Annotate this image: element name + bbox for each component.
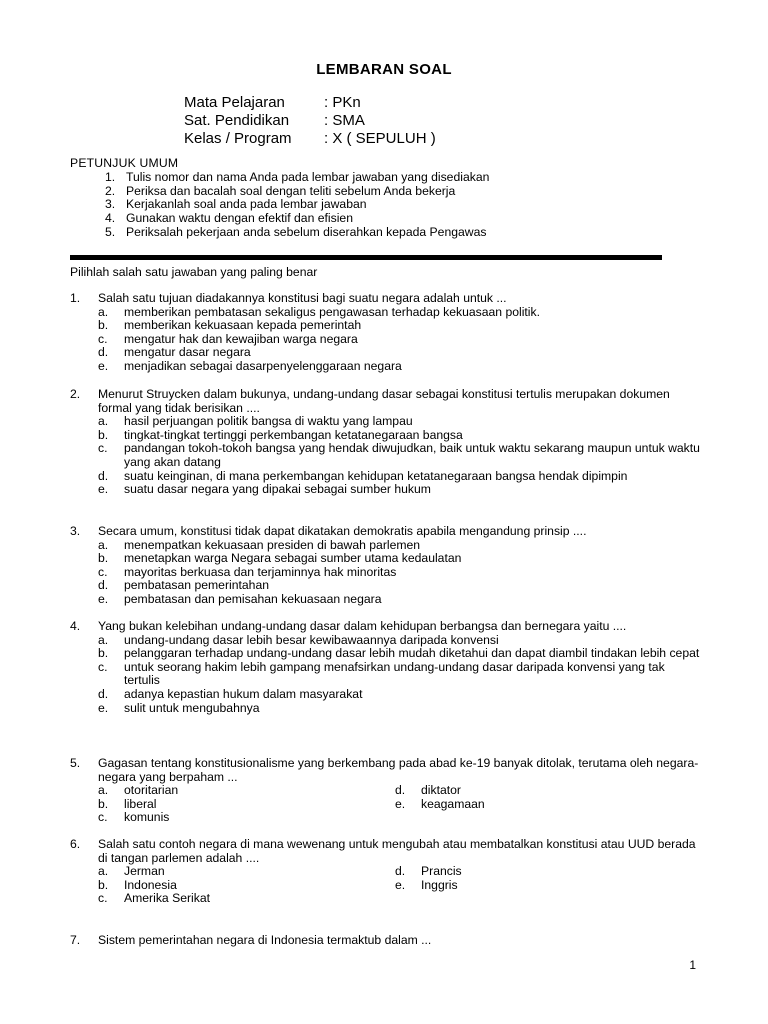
question-text: Salah satu tujuan diadakannya konstitusi bagi suatu negara adalah untuk ... xyxy=(98,291,507,305)
option-letter: c. xyxy=(98,891,108,906)
question-text: Sistem pemerintahan negara di Indonesia termaktub dalam ... xyxy=(98,933,432,947)
option-letter: d. xyxy=(98,686,109,701)
instruction-number: 3. xyxy=(105,197,116,212)
answer-option xyxy=(70,470,700,484)
answer-option xyxy=(70,552,700,566)
answer-option xyxy=(367,784,667,798)
option-text: pembatasan pemerintahan xyxy=(124,578,269,593)
instruction-number: 4. xyxy=(105,211,116,226)
option-letter: a. xyxy=(98,304,109,319)
question-6 xyxy=(70,838,700,906)
instruction-text: Kerjakanlah soal anda pada lembar jawaban xyxy=(126,197,367,212)
instruction-number: 2. xyxy=(105,183,116,198)
question-text: Gagasan tentang konstitusionalisme yang berkembang pada abad ke-19 banyak ditolak, terutama oleh negara-negara yang berpaham ... xyxy=(98,756,699,784)
option-text: tingkat-tingkat tertinggi perkembangan ketatanegaraan bangsa xyxy=(124,427,463,442)
option-letter: c. xyxy=(98,659,108,674)
option-text: adanya kepastian hukum dalam masyarakat xyxy=(124,686,363,701)
answer-option xyxy=(70,579,700,593)
question-stem xyxy=(70,757,700,784)
answer-option xyxy=(70,661,700,688)
answer-option xyxy=(70,688,700,702)
option-text: memberikan pembatasan sekaligus pengawasan terhadap kekuasaan politik. xyxy=(124,304,540,319)
question-1 xyxy=(70,292,700,374)
option-text: otoritarian xyxy=(124,783,179,798)
question-text: Yang bukan kelebihan undang-undang dasar dalam kehidupan berbangsa dan bernegara yaitu .... xyxy=(98,619,627,633)
answer-option xyxy=(70,319,700,333)
instruction-item xyxy=(105,171,489,185)
question-number: 2. xyxy=(70,387,81,401)
question-number: 6. xyxy=(70,837,81,851)
meta-value: : X ( SEPULUH ) xyxy=(324,130,436,147)
page-number: 1 xyxy=(689,958,696,972)
option-letter: e. xyxy=(98,700,109,715)
meta-value: : PKn xyxy=(324,94,361,111)
meta-value: : SMA xyxy=(324,112,365,129)
question-number: 7. xyxy=(70,933,81,947)
option-text: suatu dasar negara yang dipakai sebagai sumber hukum xyxy=(124,482,431,497)
option-letter: c. xyxy=(98,331,108,346)
answer-option xyxy=(70,333,700,347)
question-stem xyxy=(70,838,700,865)
option-text: liberal xyxy=(124,796,157,811)
meta-label: Mata Pelajaran xyxy=(184,94,285,111)
instructions-list xyxy=(105,171,489,240)
instruction-number: 1. xyxy=(105,169,116,184)
option-letter: b. xyxy=(98,646,109,661)
option-letter: d. xyxy=(98,345,109,360)
document-title: LEMBARAN SOAL xyxy=(316,61,452,78)
answer-option xyxy=(70,483,700,497)
answer-option xyxy=(70,593,700,607)
instruction-item xyxy=(105,212,489,226)
question-5 xyxy=(70,757,700,825)
option-letter: b. xyxy=(98,551,109,566)
option-text: menempatkan kekuasaan presiden di bawah parlemen xyxy=(124,537,421,552)
option-text: sulit untuk mengubahnya xyxy=(124,700,260,715)
option-text: memberikan kekuasaan kepada pemerintah xyxy=(124,318,362,333)
answer-options-grid xyxy=(70,865,700,906)
answer-option xyxy=(70,429,700,443)
question-7 xyxy=(70,934,700,948)
answer-option xyxy=(367,879,667,893)
option-text: Jerman xyxy=(124,864,165,879)
instruction-item xyxy=(105,198,489,212)
option-text: untuk seorang hakim lebih gampang menafsirkan undang-undang dasar daripada konvensi yang tak tertulis xyxy=(124,659,665,688)
option-text: menjadikan sebagai dasarpenyelenggaraan negara xyxy=(124,358,402,373)
answer-option xyxy=(70,415,700,429)
question-number: 1. xyxy=(70,291,81,305)
answer-option xyxy=(70,360,700,374)
option-text: suatu keinginan, di mana perkembangan kehidupan ketatanegaraan bangsa hendak dipimpin xyxy=(124,468,628,483)
answer-option xyxy=(70,784,367,798)
answer-option xyxy=(70,566,700,580)
answer-options-grid xyxy=(70,784,700,825)
option-letter: a. xyxy=(98,783,109,798)
option-text: undang-undang dasar lebih besar kewibawaannya daripada konvensi xyxy=(124,632,499,647)
general-instructions xyxy=(70,157,489,240)
answer-option xyxy=(70,634,700,648)
option-letter: b. xyxy=(98,318,109,333)
meta-label: Kelas / Program xyxy=(184,130,292,147)
option-letter: c. xyxy=(98,441,108,456)
answer-option xyxy=(70,702,700,716)
instruction-number: 5. xyxy=(105,224,116,239)
option-letter: b. xyxy=(98,796,109,811)
answer-option xyxy=(70,346,700,360)
question-2 xyxy=(70,388,700,497)
option-text: mengatur hak dan kewajiban warga negara xyxy=(124,331,358,346)
option-letter: d. xyxy=(98,578,109,593)
question-number: 4. xyxy=(70,619,81,633)
option-letter: e. xyxy=(98,358,109,373)
option-text: menetapkan warga Negara sebagai sumber utama kedaulatan xyxy=(124,551,462,566)
option-text: pandangan tokoh-tokoh bangsa yang hendak diwujudkan, baik untuk waktu sekarang maupun untuk waktu yang akan datang xyxy=(124,441,700,469)
instruction-item xyxy=(105,185,489,199)
subject-info xyxy=(184,94,436,148)
answer-option xyxy=(70,539,700,553)
question-text: Secara umum, konstitusi tidak dapat dikatakan demokratis apabila mengandung prinsip .... xyxy=(98,524,587,538)
answer-option xyxy=(70,892,367,906)
question-text: Menurut Struycken dalam bukunya, undang-undang dasar sebagai konstitusi tertulis merupakan dokumen formal yang tidak berisikan .... xyxy=(98,387,670,415)
option-letter: e. xyxy=(395,796,406,811)
option-letter: c. xyxy=(98,564,108,579)
answer-option xyxy=(70,865,367,879)
option-letter: e. xyxy=(395,877,406,892)
option-letter: a. xyxy=(98,414,109,429)
option-text: komunis xyxy=(124,810,170,825)
instruction-text: Periksalah pekerjaan anda sebelum diserahkan kepada Pengawas xyxy=(126,224,487,239)
instruction-text: Tulis nomor dan nama Anda pada lembar jawaban yang disediakan xyxy=(126,169,490,184)
answer-option xyxy=(70,811,367,825)
question-stem xyxy=(70,620,700,634)
question-stem xyxy=(70,292,700,306)
question-4 xyxy=(70,620,700,715)
option-letter: a. xyxy=(98,632,109,647)
option-text: Inggris xyxy=(421,877,458,892)
option-text: hasil perjuangan politik bangsa di waktu yang lampau xyxy=(124,414,413,429)
answer-option xyxy=(70,798,367,812)
answer-option xyxy=(70,442,700,469)
question-number: 5. xyxy=(70,756,81,770)
section-divider xyxy=(70,255,662,260)
question-number: 3. xyxy=(70,524,81,538)
meta-row-class xyxy=(184,130,436,148)
answer-option xyxy=(70,647,700,661)
question-stem xyxy=(70,934,700,948)
option-text: Indonesia xyxy=(124,877,177,892)
question-stem xyxy=(70,388,700,415)
instruction-item xyxy=(105,226,489,240)
option-letter: e. xyxy=(98,591,109,606)
answer-option xyxy=(70,306,700,320)
option-letter: b. xyxy=(98,877,109,892)
option-letter: a. xyxy=(98,864,109,879)
option-letter: d. xyxy=(98,468,109,483)
option-letter: a. xyxy=(98,537,109,552)
answer-option xyxy=(367,865,667,879)
question-text: Salah satu contoh negara di mana wewenang untuk mengubah atau membatalkan konstitusi atau UUD berada di tangan parlemen adalah .... xyxy=(98,837,696,865)
option-text: pelanggaran terhadap undang-undang dasar lebih mudah diketahui dan dapat diambil tindakan lebih cepat xyxy=(124,646,700,661)
option-letter: e. xyxy=(98,482,109,497)
meta-label: Sat. Pendidikan xyxy=(184,112,290,129)
option-text: mayoritas berkuasa dan terjaminnya hak minoritas xyxy=(124,564,397,579)
answer-option xyxy=(70,879,367,893)
answer-instruction: Pilihlah salah satu jawaban yang paling benar xyxy=(70,265,318,279)
question-stem xyxy=(70,525,700,539)
option-text: Amerika Serikat xyxy=(124,891,211,906)
option-letter: d. xyxy=(395,864,406,879)
option-text: diktator xyxy=(421,783,461,798)
option-text: keagamaan xyxy=(421,796,485,811)
instruction-text: Gunakan waktu dengan efektif dan efisien xyxy=(126,211,353,226)
meta-row-school xyxy=(184,112,436,130)
option-text: mengatur dasar negara xyxy=(124,345,251,360)
option-text: pembatasan dan pemisahan kekuasaan negara xyxy=(124,591,382,606)
meta-row-subject xyxy=(184,94,436,112)
option-text: Prancis xyxy=(421,864,462,879)
option-letter: d. xyxy=(395,783,406,798)
option-letter: c. xyxy=(98,810,108,825)
instruction-text: Periksa dan bacalah soal dengan teliti sebelum Anda bekerja xyxy=(126,183,456,198)
option-letter: b. xyxy=(98,427,109,442)
question-3 xyxy=(70,525,700,607)
instructions-heading: PETUNJUK UMUM xyxy=(70,156,179,170)
answer-option xyxy=(367,798,667,812)
